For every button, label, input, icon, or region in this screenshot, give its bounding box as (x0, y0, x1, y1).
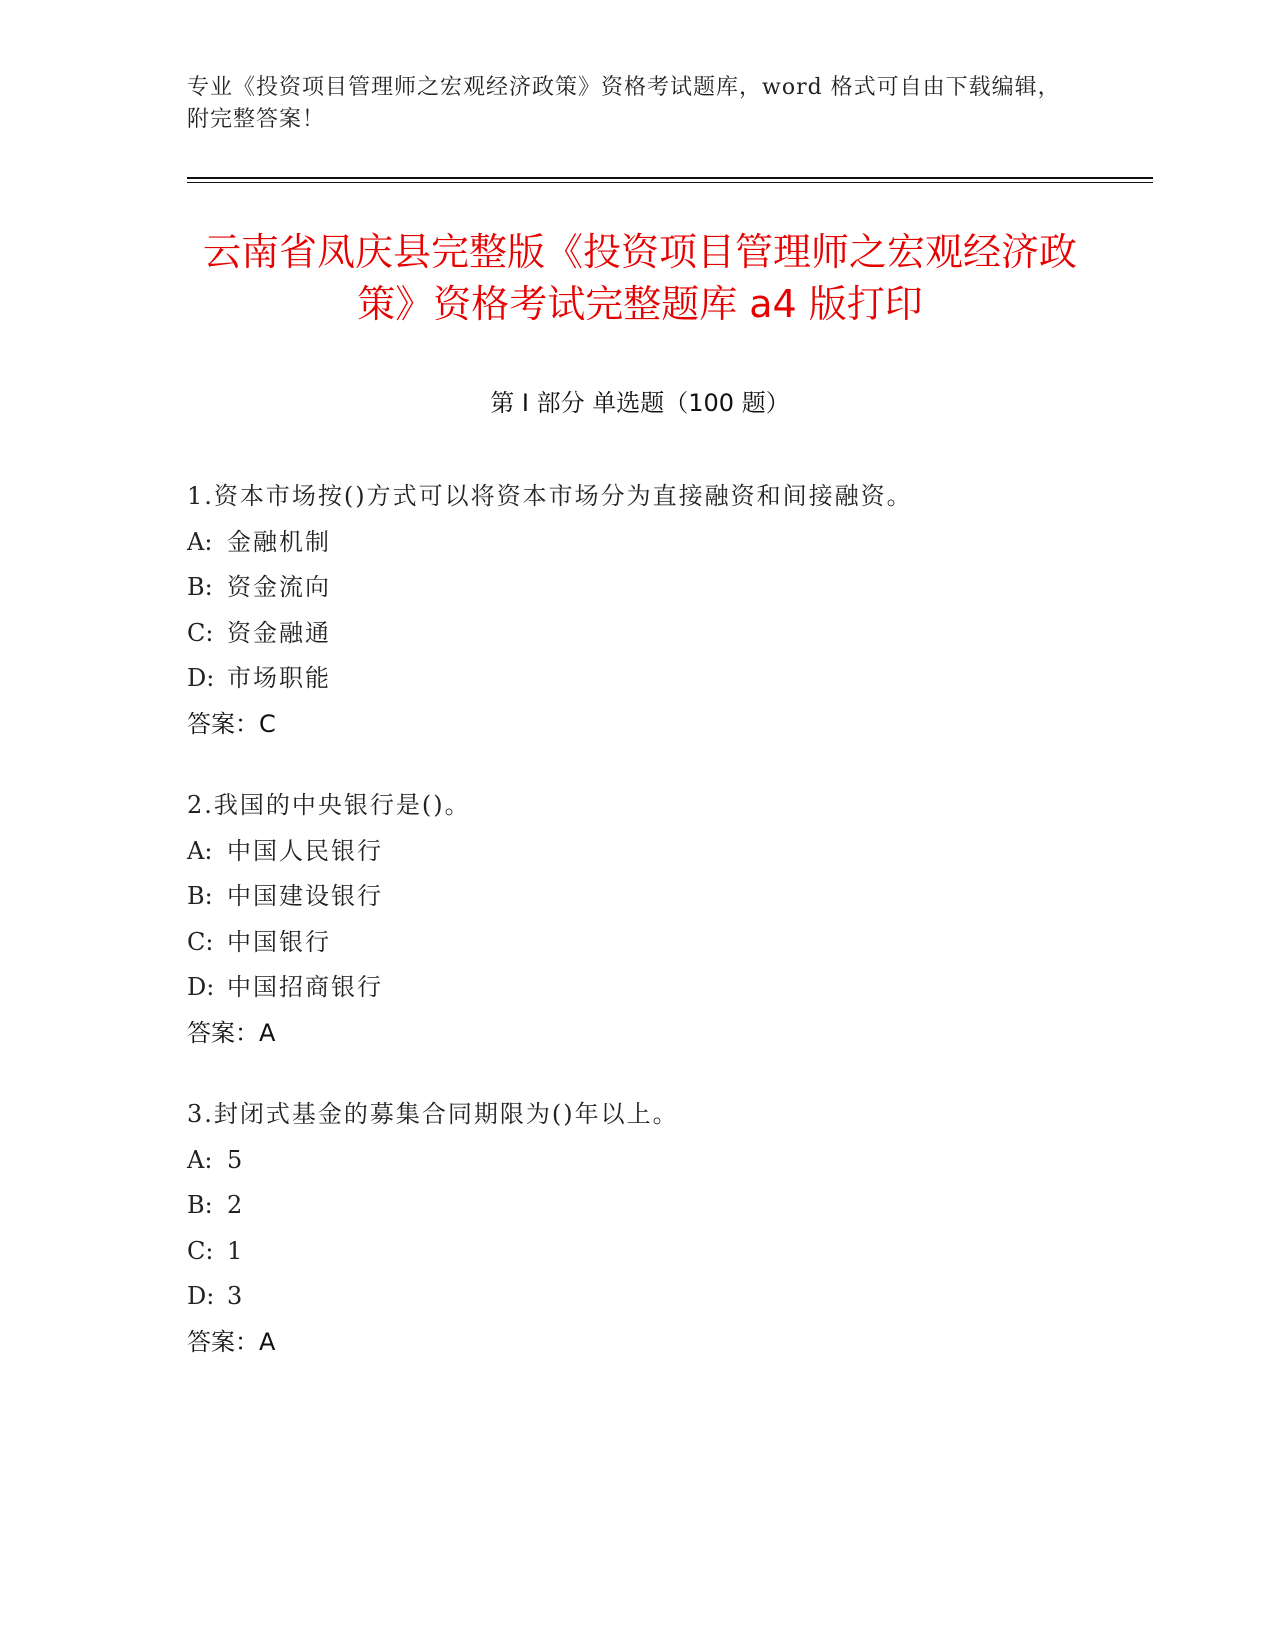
option-b (187, 874, 1107, 920)
option-d (187, 1274, 1107, 1320)
option-text: 3 (227, 1282, 245, 1310)
option-text: 中国建设银行 (227, 882, 383, 910)
option-d (187, 965, 1107, 1011)
question-stem: 1.资本市场按()方式可以将资本市场分为直接融资和间接融资。 (187, 482, 913, 510)
option-key: B: (187, 882, 213, 910)
option-key: C: (187, 927, 214, 956)
option-key: C: (187, 618, 214, 647)
option-text: 市场职能 (227, 664, 331, 692)
option-text: 资金融通 (227, 618, 331, 647)
option-key: B: (187, 573, 213, 601)
header-divider-thin (187, 182, 1153, 183)
question-list (187, 474, 1107, 1401)
option-c (187, 611, 1107, 657)
option-text: 2 (227, 1191, 245, 1219)
option-key: A: (187, 1145, 213, 1174)
option-key: A: (187, 527, 213, 556)
question-3 (187, 1092, 1107, 1365)
option-a (187, 829, 1107, 875)
option-key: A: (187, 836, 213, 865)
option-key: D: (187, 973, 215, 1001)
option-text: 金融机制 (227, 527, 331, 556)
answer: 答案：A (187, 1327, 276, 1356)
option-b (187, 1183, 1107, 1229)
answer: 答案：A (187, 1018, 276, 1047)
option-text: 中国招商银行 (227, 973, 383, 1001)
option-key: B: (187, 1191, 213, 1219)
header-divider-thick (187, 177, 1153, 179)
option-text: 资金流向 (227, 573, 331, 601)
option-text: 5 (227, 1145, 245, 1174)
option-a (187, 520, 1107, 566)
option-c (187, 1229, 1107, 1275)
option-d (187, 656, 1107, 702)
option-text: 1 (227, 1236, 245, 1265)
option-text: 中国人民银行 (227, 836, 383, 865)
document-title: 云南省凤庆县完整版《投资项目管理师之宏观经济政策》资格考试完整题库 a4 版打印 (202, 230, 1077, 326)
option-b (187, 565, 1107, 611)
section-title: 第 I 部分 单选题（100 题） (490, 389, 790, 417)
option-key: D: (187, 1282, 215, 1310)
option-c (187, 920, 1107, 966)
header-note: 专业《投资项目管理师之宏观经济政策》资格考试题库，word 格式可自由下载编辑，附完整答案！ (187, 75, 1061, 132)
question-stem: 3.封闭式基金的募集合同期限为()年以上。 (187, 1100, 679, 1128)
question-2 (187, 783, 1107, 1056)
question-stem: 2.我国的中央银行是()。 (187, 791, 471, 819)
question-1 (187, 474, 1107, 747)
option-a (187, 1138, 1107, 1184)
option-key: D: (187, 664, 215, 692)
answer: 答案：C (187, 709, 276, 738)
option-text: 中国银行 (227, 927, 331, 956)
option-key: C: (187, 1236, 214, 1265)
